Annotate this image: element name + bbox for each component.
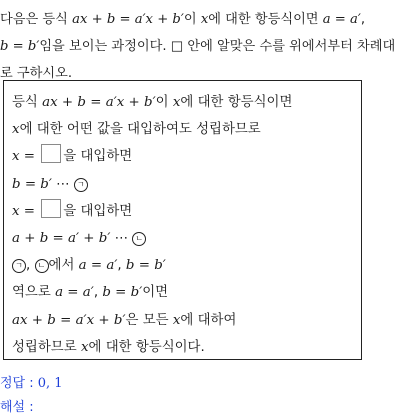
equation: b = b′ [125, 258, 166, 274]
explanation-line [0, 398, 34, 418]
answer-blank-1[interactable] [41, 144, 61, 163]
intro-text: 임을 보이는 과정이다. □ 안에 알맞은 수를 위에서부터 차례대로 구하시오. [0, 39, 396, 81]
answer-blank-2[interactable] [41, 199, 61, 218]
circled-label-1: ㄱ [12, 259, 26, 273]
proof-text: 을 대입하면 [63, 203, 133, 219]
proof-line-9 [12, 307, 351, 334]
circled-label-2: ㄴ [35, 259, 49, 273]
proof-text: 에서 [48, 258, 79, 274]
proof-text: 에 대한 항등식이면 [180, 95, 293, 110]
proof-line-5 [12, 198, 351, 225]
proof-text: 역으로 [12, 285, 56, 301]
proof-text: , [26, 258, 35, 274]
proof-line-4 [12, 171, 351, 198]
answer-value: 0, 1 [37, 376, 63, 391]
equation: b = b′ [12, 176, 52, 192]
intro-text: 에 대한 항등식이면 [208, 12, 323, 27]
proof-text: 이면 [142, 285, 169, 301]
proof-box [3, 80, 362, 360]
circled-label-1: ㄱ [74, 178, 88, 192]
variable: x [12, 122, 20, 138]
variable: x [80, 339, 89, 355]
proof-text: , [117, 258, 126, 274]
ellipsis: ⋯ [51, 176, 74, 192]
equation: ax + b = a′x + b′ [42, 95, 156, 110]
proof-line-6 [12, 225, 351, 252]
equation: a + b = a′ + b′ [12, 230, 111, 246]
proof-line-7 [12, 252, 351, 279]
proof-line-1 [12, 89, 351, 116]
proof-line-8 [12, 279, 351, 306]
variable: x [172, 95, 181, 110]
intro-text: 이 [183, 12, 201, 27]
proof-text: , [93, 285, 103, 301]
proof-text: 에 대한 어떤 값을 대입하여도 성립하므로 [19, 122, 261, 138]
proof-text: 을 대입하면 [63, 149, 133, 165]
variable: x [172, 312, 181, 328]
equation: ax + b = a′x + b′ [12, 312, 126, 328]
explanation-label: 해설 : [0, 400, 34, 415]
ellipsis: ⋯ [110, 230, 133, 246]
equation: x = [12, 203, 40, 219]
equation: x = [12, 149, 40, 165]
answer-label: 정답 : [0, 376, 38, 391]
equation: a = a′ [55, 285, 94, 301]
variable: x [200, 12, 209, 27]
proof-line-2 [12, 116, 351, 143]
equation: a = a′ [78, 258, 118, 274]
answer-line [0, 374, 63, 394]
equation: ax + b = a′x + b′ [72, 12, 184, 27]
problem-statement [0, 6, 398, 87]
intro-text: , [360, 12, 366, 27]
proof-text: 성립하므로 [12, 339, 81, 355]
proof-text: 이 [155, 95, 173, 110]
circled-label-2: ㄴ [132, 232, 146, 246]
equation: a = a′ [322, 12, 361, 27]
proof-text: 에 대한 항등식이다. [88, 339, 205, 355]
intro-text: 다음은 등식 [0, 12, 73, 27]
proof-line-10 [12, 334, 351, 361]
proof-text: 에 대하여 [180, 312, 237, 328]
proof-text: 은 모든 [125, 312, 173, 328]
equation: b = b′ [0, 39, 40, 54]
proof-line-3 [12, 143, 351, 170]
proof-text: 등식 [12, 95, 43, 110]
equation: b = b′ [102, 285, 143, 301]
